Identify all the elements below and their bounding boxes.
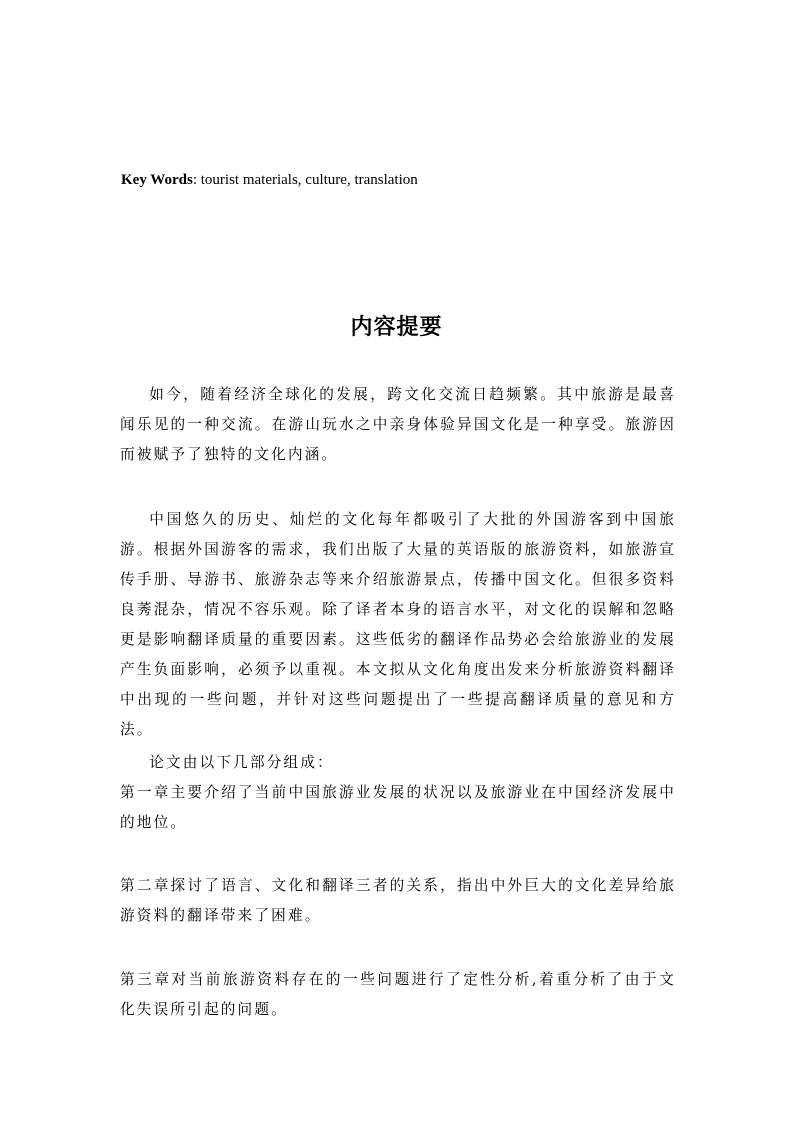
abstract-paragraph-2: 中国悠久的历史、灿烂的文化每年都吸引了大批的外国游客到中国旅游。根据外国游客的需求，我们出版了大量的英语版的旅游资料，如旅游宣传手册、导游书、旅游杂志等来介绍旅游景点，传播中国文化。但很多资料良莠混杂，情况不容乐观。除了译者本身的语言水平，对文化的误解和忽略更是影响翻译质量的重要因素。这些低劣的翻译作品势必会给旅游业的发展产生负面影响，必须予以重视。本文拟从文化角度出发来分析旅游资料翻译中出现的一些问题，并针对这些问题提出了一些提高翻译质量的意见和方法。: [120, 511, 676, 738]
keywords-label: Key Words: [121, 172, 193, 188]
abstract-title: 内容提要: [350, 315, 443, 340]
keywords-text: : tourist materials, culture, translation: [192, 172, 418, 188]
structure-intro-line: 论文由以下几部分组成：: [149, 754, 334, 771]
chapter-3-summary: 第三章对当前旅游资料存在的一些问题进行了定性分析,着重分析了由于文化失误所引起的问题。: [120, 971, 676, 1018]
structure-section: [120, 748, 676, 838]
abstract-paragraph-1: 如今，随着经济全球化的发展，跨文化交流日趋频繁。其中旅游是最喜闻乐见的一种交流。在游山玩水之中亲身体验异国文化是一种享受。旅游因而被赋予了独特的文化内涵。: [120, 386, 676, 463]
chapter-1-summary: 第一章主要介绍了当前中国旅游业发展的状况以及旅游业在中国经济发展中的地位。: [120, 784, 676, 831]
chapter-2-summary: 第二章探讨了语言、文化和翻译三者的关系，指出中外巨大的文化差异给旅游资料的翻译带来了困难。: [120, 877, 676, 924]
keywords-line: [121, 170, 418, 190]
